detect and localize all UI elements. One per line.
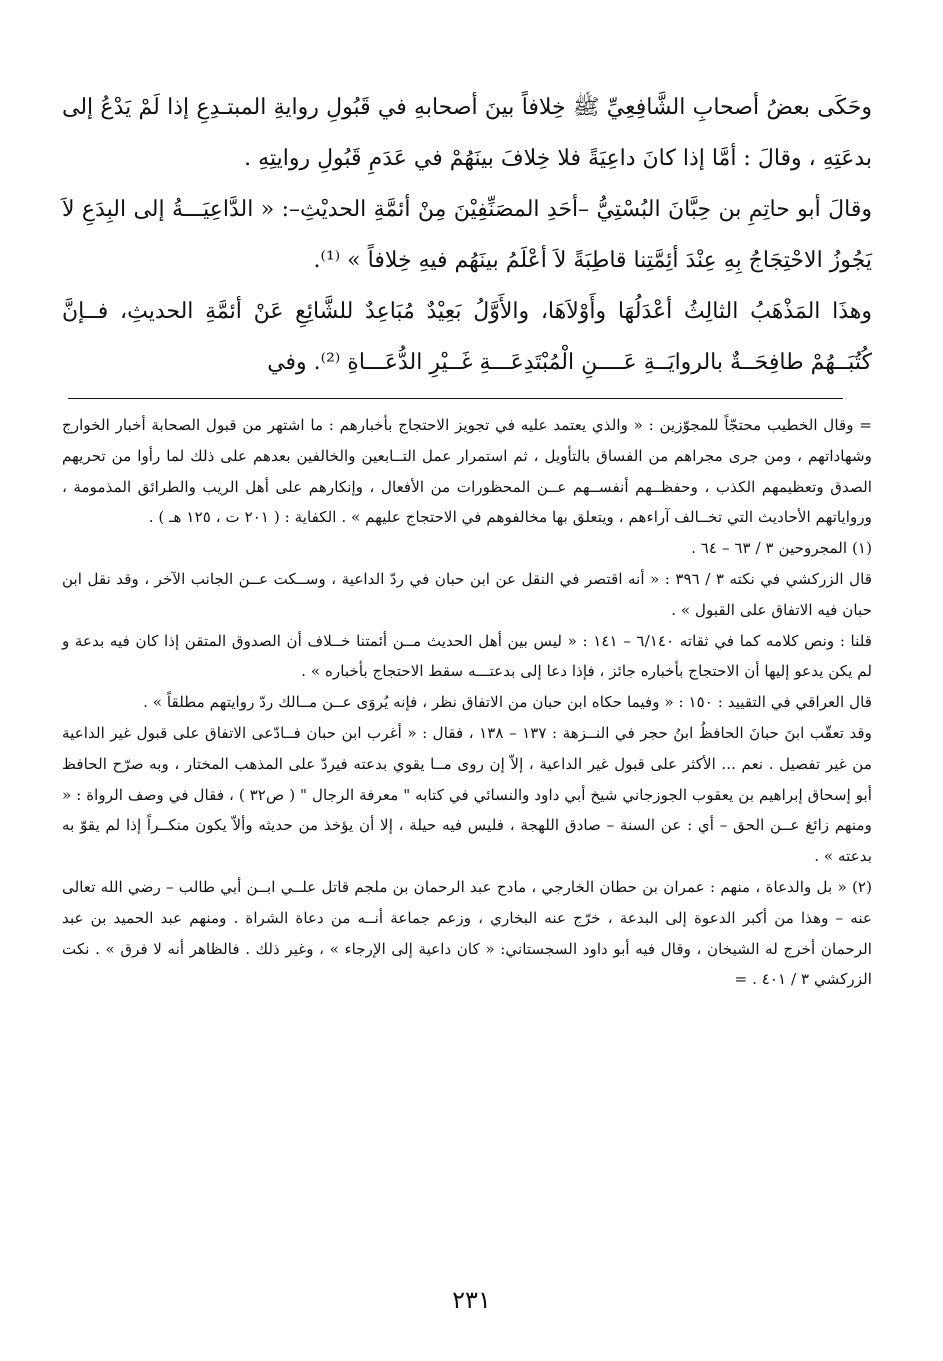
footnote-2: (٢) « بل والدعاة ، منهم : عمران بن حطان الخارجي ، مادح عبد الرحمان بن ملجم قاتل علــي ابــن أبي طالب – رضي الله تعالى عنه – وهذا من أكبر الدعوة إلى البدعة ، خرّج عنه البخاري ، وزعم جماعة أنــه من دعاة الشراة . ومنهم عبد الحميد بن عبد الرحمان أخرج له الشيخان ، وقال فيه أبو داود السجستاني: « كان داعية إلى الإرجاء » ، وغير ذلك . فالظاهر أنه لا فرق » . نكت الزركشي ٣ / ٤٠١ . =: [62, 877, 872, 989]
main-paragraph-1: وحَكَى بعضُ أصحابِ الشَّافِعِيِّ ﷺ خِلافاً بينَ أصحابهِ في قَبُولِ روايةِ المبتـدِعِ إذا لَمْ يَدْعُ إلى بدعَتِهِ ، وقالَ : أمَّا إذا كانَ داعِيَةً فلا خِلافَ بينَهُمْ في عَدَمِ قَبُولِ روايتِهِ .: [62, 95, 872, 171]
main-paragraph-2: وقالَ أبو حاتِمِ بن حِبَّانَ البُسْتِيُّ –أحَدِ المصَنِّفِيْنَ مِنْ أئمَّةِ الحديْثِ–: « الدَّاعِيَـــةُ إلى البِدَعِ لاَ يَجُوزُ الاحْتِجَاجُ بِهِ عِنْدَ أئِمَّتِنا قاطِبَةً لاَ أعْلَمُ بينَهُم فيهِ خِلافاً » ⁽¹⁾.: [62, 197, 872, 273]
footnote-divider: [68, 398, 843, 399]
footnote-1: (١) المجروحين ٣ / ٦٣ – ٦٤ .: [691, 539, 872, 558]
page-number: ٢٣١: [452, 1286, 491, 1314]
main-paragraph-3: وهذَا المَذْهَبُ الثالِثُ أعْدَلُهَا وأَوْلاَهَا، والأَوَّلُ بَعِيْدٌ مُبَاعِدٌ للشَّائِعِ عَنْ أئمَّةِ الحديثِ، فــإنَّ كُتُبَــهُمْ طافِحَــةٌ بالروايَــةِ عَــــنِ الْمُبْتَدِعَـــةِ غَــيْرِ الدُّعَـــاةِ ⁽²⁾. وفي: [62, 299, 872, 375]
footnote-1-ibn-hajar: وقد تعقّب ابنَ حبانَ الحافظُ ابنُ حجر في النــزهة : ١٣٧ – ١٣٨ ، فقال : « أغرب ابن حبان فــادّعى الاتفاق على قبول غير الداعية من غير تفصيل . نعم ... الأكثر على قبول غير الداعية ، إلاّ إن روى مــا يقوي بدعته فيردّ على المذهب المختار ، وبه صرّح الحافظ أبو إسحاق إبراهيم بن يعقوب الجوزجاني شيخ أبي داود والنسائي في كتابه " معرفة الرجال " ( ص٣٢ ) ، فقال في وصف الرواة : « ومنهم زائغ عــن الحق – أي : عن السنة – صادق اللهجة ، فليس فيه حيلة ، إلا أن يؤخذ من حديثه وألاّ يكون منكــراً إذا لم يقوّ به بدعته » .: [62, 723, 873, 866]
footnote-1-thiqat: قلنا : ونص كلامه كما في ثقاته ٦/١٤٠ – ١٤١ : « ليس بين أهل الحديث مــن أئمتنا خــلاف أن الصدوق المتقن إذا كان فيه بدعة و لم يكن يدعو إليها أن الاحتجاج بأخباره جائز ، فإذا دعا إلى بدعتـــه سقط الاحتجاج بأخباره » .: [62, 631, 873, 681]
footnote-1-zarkashi: قال الزركشي في نكته ٣ / ٣٩٦ : « أنه اقتصر في النقل عن ابن حبان في ردّ الداعية ، وســكت عــن الجانب الآخر ، وقد نقل ابن حبان فيه الاتفاق على القبول » .: [62, 569, 872, 619]
footnote-1-iraqi: قال العراقي في التقييد : ١٥٠ : « وفيما حكاه ابن حبان من الاتفاق نظر ، فإنه يُروَى عــن مــالك ردّ روايتهم مطلقاً » .: [143, 693, 872, 712]
footnotes: [62, 410, 872, 995]
footnote-continuation: = وقال الخطيب محتجّاً للمجوّزين : « والذي يعتمد عليه في تجويز الاحتجاج بأخبارهم : ما اشتهر من قبول الصحابة أخبار الخوارج وشهاداتهم ، ومن جرى مجراهم من الفساق بالتأويل ، ثم استمرار عمل التــابعين والخالفين بعدهم على ذلك لما رأوا من تحريهم الصدق وتعظيمهم الكذب ، وحفظــهم أنفســهم عــن المحظورات من الأفعال ، وإنكارهم على أهل الريب والطرائق المذمومة ، ورواياتهم الأحاديث التي تخــالف آراءهم ، ويتعلق بها مخالفوهم في الاحتجاج عليهم » . الكفاية : ( ٢٠١ ت ، ١٢٥ هـ ) .: [62, 416, 872, 527]
main-text: [62, 82, 872, 388]
